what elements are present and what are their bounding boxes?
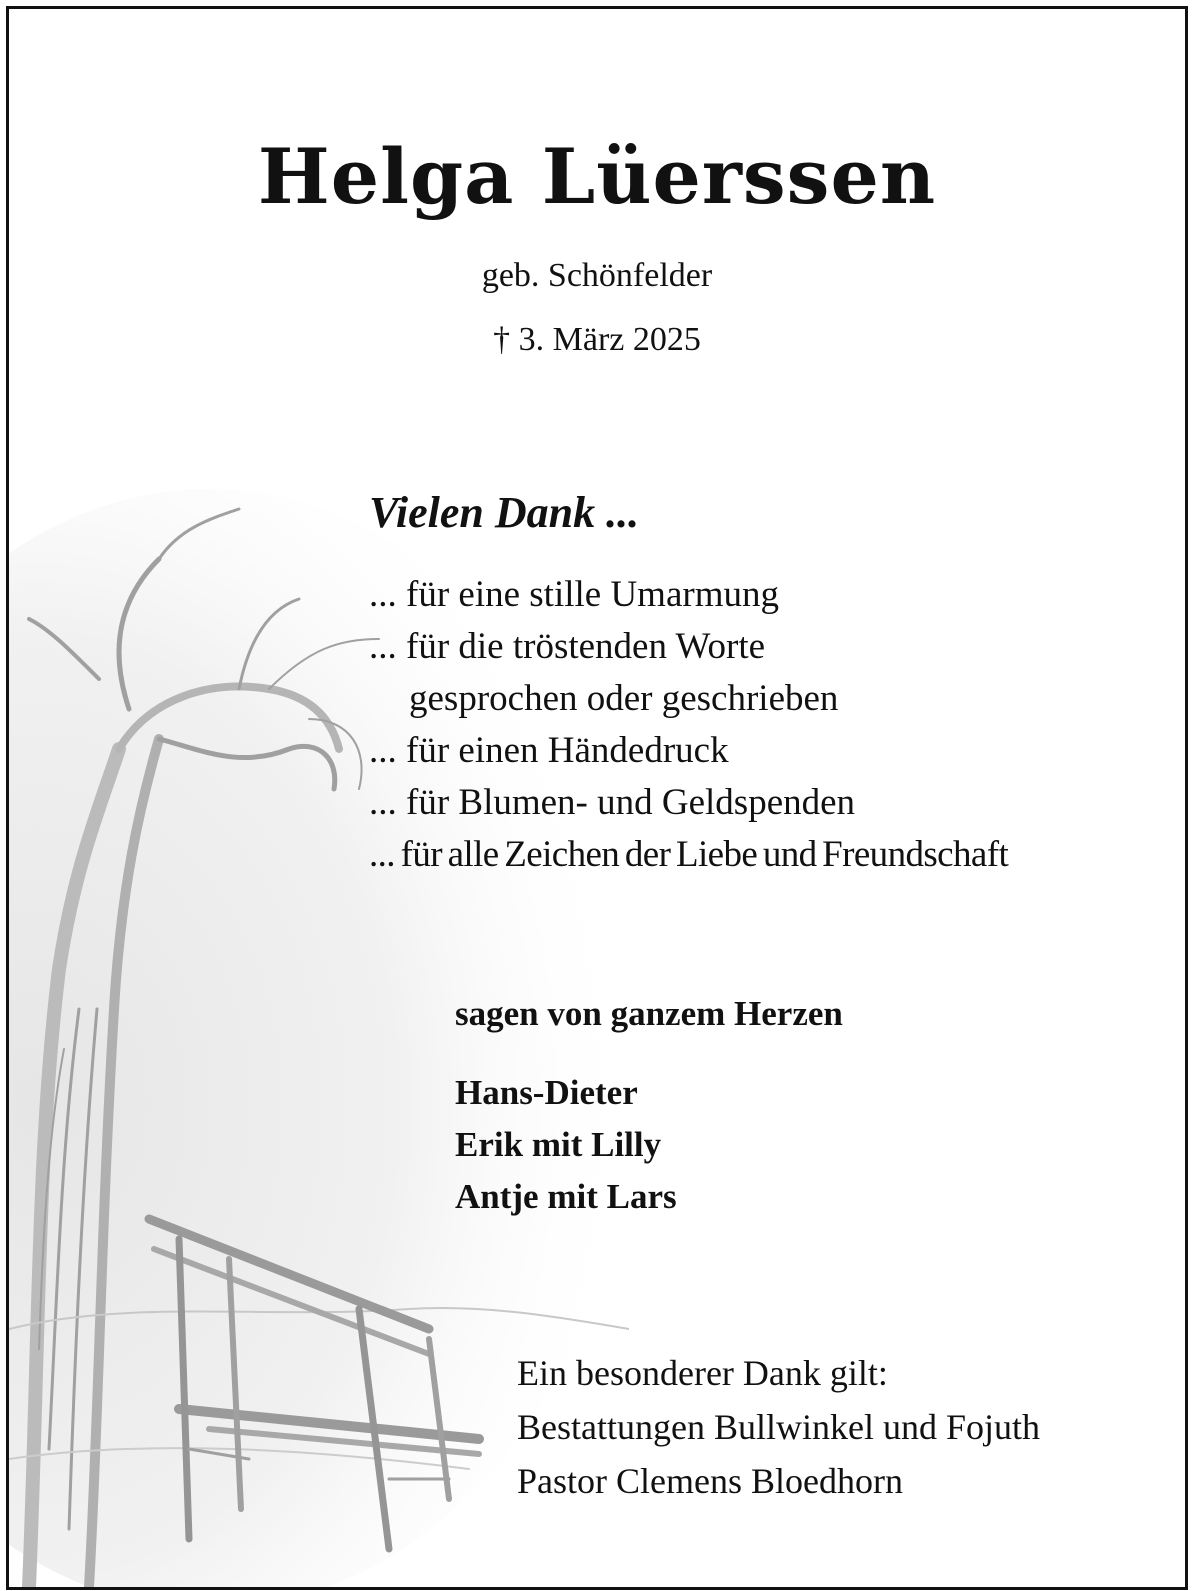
maiden-name: geb. Schönfelder xyxy=(481,257,713,294)
death-date: † 3. März 2025 xyxy=(493,321,701,358)
signer: Erik mit Lilly xyxy=(455,1125,662,1164)
obituary-card xyxy=(6,6,1188,1590)
special-thanks-item: Bestattungen Bullwinkel und Fojuth xyxy=(517,1407,1040,1447)
thanks-list xyxy=(369,569,1008,881)
thanks-line: ... für alle Zeichen der Liebe und Freundschaft xyxy=(369,834,1009,875)
closing-line: sagen von ganzem Herzen xyxy=(455,994,843,1033)
signer: Antje mit Lars xyxy=(455,1177,677,1216)
signer: Hans-Dieter xyxy=(455,1073,638,1112)
special-thanks-item: Pastor Clemens Bloedhorn xyxy=(517,1461,903,1501)
special-thanks-heading: Ein besonderer Dank gilt: xyxy=(517,1353,888,1393)
thanks-line-continuation: gesprochen oder geschrieben xyxy=(409,678,839,719)
signers-list xyxy=(455,1067,677,1223)
thanks-line: ... für eine stille Umarmung xyxy=(369,574,779,615)
thanks-line: ... für einen Händedruck xyxy=(369,730,729,771)
thanks-line: ... für die tröstenden Worte xyxy=(369,626,766,667)
deceased-name: Helga Lüerssen xyxy=(257,132,937,221)
special-thanks xyxy=(517,1346,1040,1508)
thanks-line: ... für Blumen- und Geldspenden xyxy=(369,782,856,823)
thanks-heading: Vielen Dank ... xyxy=(369,488,640,537)
